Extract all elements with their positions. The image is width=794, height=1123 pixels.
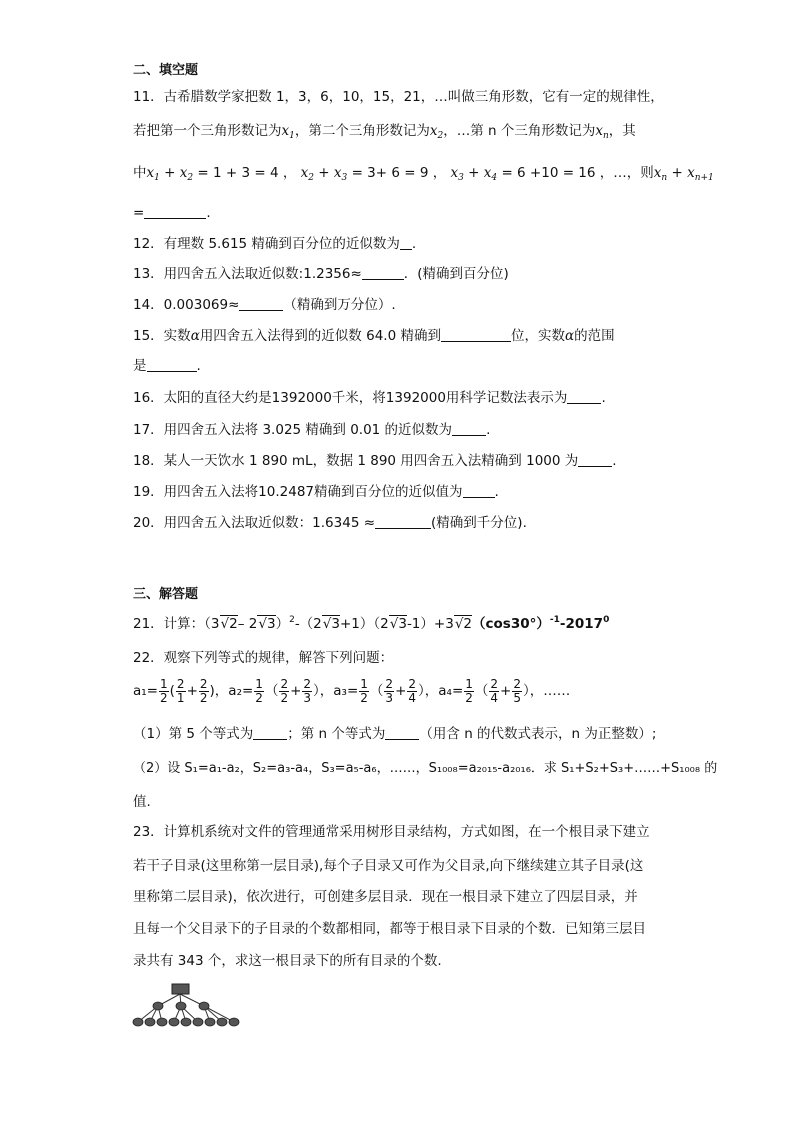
q21-text: -（2 (294, 616, 322, 632)
sqrt-3: √3 (258, 616, 276, 632)
q15-text: 位，实数 (510, 328, 565, 344)
q11-text: = 6 +10 = 16 ，…，则 (501, 165, 654, 181)
q23-line2: 若干子目录(这里称第一层目录),每个子目录又可作为父目录,向下继续建立其子目录(这 (133, 858, 644, 874)
q11-text: = 3+ 6 = 9 ， (351, 165, 447, 181)
q15-line1 (133, 328, 615, 344)
answer-blank[interactable] (253, 726, 287, 740)
expr-x2-x3: $x_2 + x_3$ (300, 165, 348, 183)
var-xn: $x_n$ (595, 123, 609, 141)
q12-text: 12．有理数 5.615 精确到百分位的近似数为 (133, 236, 400, 252)
q14-text: （精确到万分位）. (283, 297, 396, 313)
q18-line (133, 453, 617, 469)
q15-line2 (133, 358, 201, 374)
answer-blank[interactable] (239, 297, 283, 311)
q14-line (133, 297, 396, 313)
q21-line (133, 616, 609, 632)
q21-text: （cos30°） (472, 616, 550, 632)
q21-text: -2017 (559, 616, 604, 632)
answer-blank[interactable] (463, 484, 495, 498)
answer-blank[interactable] (147, 358, 197, 372)
fraction: $\frac{2}{4}$ (490, 677, 499, 705)
q20-line (133, 515, 527, 531)
directory-node (133, 1018, 143, 1026)
fraction: $\frac{2}{5}$ (513, 677, 521, 705)
q17-text: . (486, 422, 491, 438)
answer-blank[interactable] (385, 726, 419, 740)
sqrt-2: √2 (454, 616, 473, 632)
var-alpha: α (190, 328, 200, 344)
q23-line5: 录共有 343 个，求这一根目录下的所有目录的个数. (133, 953, 442, 969)
q21-text: ） (275, 616, 290, 632)
a3-label: ，a₃= (319, 683, 359, 700)
q19-text: 19．用四舍五入法将10.2487精确到百分位的近似值为 (133, 484, 463, 500)
directory-node (153, 1002, 163, 1010)
q21-text: – 2 (237, 616, 258, 632)
a4-label: ，a₄= (424, 683, 464, 700)
q12-text: . (411, 236, 417, 252)
q11-line3 (133, 167, 714, 183)
q17-line (133, 422, 490, 438)
directory-node (181, 1018, 191, 1026)
section-2-title: 二、填空题 (133, 63, 199, 78)
q22-text: （用含 n 的代数式表示，n 为正整数）; (419, 726, 657, 742)
fraction: $\frac{2}{2}$ (280, 677, 289, 705)
q22-part1 (133, 726, 656, 742)
q13-text: ．(精确到百分位) (403, 266, 509, 282)
directory-node (176, 1002, 186, 1010)
exponent: 2 (289, 615, 295, 625)
q22-line1: 22．观察下列等式的规律，解答下列问题： (133, 650, 394, 666)
q23-line3: 里称第二层目录)，依次进行，可创建多层目录．现在一根目录下建立了四层目录，并 (133, 889, 638, 905)
q11-text: = 1 + 3 = 4 ， (197, 165, 297, 181)
q11-text: ，…第 n 个三角形数记为 (443, 123, 596, 139)
directory-node (199, 1002, 209, 1010)
root-directory-node (172, 984, 189, 994)
directory-node (205, 1018, 215, 1026)
q15-text: 的范围 (574, 328, 615, 344)
q11-text: = (133, 205, 145, 221)
q16-line (133, 390, 606, 406)
q22-text: ；第 n 个等式为 (287, 726, 386, 742)
q23-line4: 且每一个父目录下的子目录的个数都相同，都等于根目录下目录的个数．已知第三层目 (133, 921, 646, 937)
exponent: 0 (603, 615, 610, 625)
q20-text: 20．用四舍五入法取近似数：1.6345 ≈ (133, 515, 376, 531)
fraction: $\frac{2}{3}$ (385, 677, 394, 705)
fraction: $\frac{2}{4}$ (408, 677, 417, 705)
q13-text: 13．用四舍五入法取近似数:1.2356≈ (133, 266, 362, 282)
q15-text: 是 (133, 358, 147, 374)
section-3-title: 三、解答题 (133, 587, 199, 602)
q19-line (133, 484, 499, 500)
answer-blank[interactable] (567, 390, 601, 404)
answer-blank[interactable] (452, 422, 486, 436)
expr-xn-xn1: $x_n + x_{n+1}$ (653, 165, 714, 183)
answer-blank[interactable] (144, 205, 206, 219)
q12-line (133, 236, 416, 252)
directory-node (193, 1018, 203, 1026)
q11-text: ，其 (608, 123, 636, 139)
var-alpha: α (564, 328, 575, 344)
answer-blank[interactable] (362, 266, 404, 280)
q18-text: 18．某人一天饮水 1 890 mL，数据 1 890 用四舍五入法精确到 1000 为 (133, 453, 579, 469)
q15-text: 用四舍五入法得到的近似数 64.0 精确到 (199, 328, 441, 344)
q23-line1: 23．计算机系统对文件的管理通常采用树形目录结构，方式如图，在一个根目录下建立 (133, 824, 650, 840)
directory-node (217, 1018, 227, 1026)
directory-tree-figure (128, 980, 244, 1032)
q17-text: 17．用四舍五入法将 3.025 精确到 0.01 的近似数为 (133, 422, 453, 438)
q11-line1: 11．古希腊数学家把数 1，3，6，10，15，21，…叫做三角形数，它有一定的规律性， (133, 89, 664, 105)
var-x1: $x_1$ (281, 123, 295, 141)
q22-text: （1）第 5 个等式为 (133, 726, 254, 742)
q19-text: . (494, 484, 499, 500)
q22-part2: （2）设 S₁=a₁-a₂，S₂=a₃-a₄，S₃=a₅-a₆，……，S₁₀₀₈=a₂₀₁₅-a₂₀₁₆．求 S₁+S₂+S₃+……+S₁₀₀₈ 的 (133, 761, 718, 776)
q11-text: ，第二个三角形数记为 (294, 123, 430, 139)
directory-node (169, 1018, 179, 1026)
fraction: $\frac{1}{2}$ (255, 677, 263, 705)
q21-text: 21．计算：（3 (133, 616, 220, 632)
expr-x1-x2: $x_1 + x_2$ (146, 165, 194, 183)
q15-text: . (196, 358, 201, 374)
q15-text: 15．实数 (133, 328, 191, 344)
a1-label: a₁= (133, 683, 158, 700)
q21-text: -1）+3 (406, 616, 454, 632)
fraction: $\frac{2}{1}$ (176, 677, 185, 705)
q16-text: . (601, 390, 606, 406)
q18-text: . (612, 453, 617, 469)
sqrt-3: √3 (322, 616, 340, 632)
ellipsis: ，…… (529, 683, 571, 700)
q11-text: 若把第一个三角形数记为 (133, 123, 282, 139)
q13-line (133, 266, 509, 282)
sqrt-3: √3 (389, 616, 407, 632)
q11-line4 (133, 205, 211, 221)
directory-node (229, 1018, 239, 1026)
q11-text: 中 (133, 165, 147, 181)
q14-text: 14．0.003069≈ (133, 297, 240, 313)
sqrt-2: √2 (220, 616, 238, 632)
fraction: $\frac{1}{2}$ (360, 677, 368, 705)
fraction: $\frac{1}{2}$ (160, 677, 168, 705)
fraction: $\frac{2}{2}$ (199, 677, 208, 705)
answer-blank[interactable] (441, 328, 511, 342)
expr-x3-x4: $x_3 + x_4$ (450, 165, 498, 183)
directory-node (145, 1018, 155, 1026)
q20-text: (精确到千分位). (431, 515, 527, 531)
q16-text: 16．太阳的直径大约是1392000千米，将1392000用科学记数法表示为 (133, 390, 568, 406)
q22-part2-end: 值. (133, 794, 151, 810)
fraction: $\frac{1}{2}$ (465, 677, 473, 705)
exponent: -1 (549, 615, 560, 625)
fraction: $\frac{2}{3}$ (303, 677, 312, 705)
q11-text: . (206, 205, 211, 221)
answer-blank[interactable] (578, 453, 612, 467)
a2-label: ，a₂= (214, 683, 254, 700)
q22-formulas: a₁= $\frac{1}{2}$ ( $\frac{2}{1}$ + $\frac{2}{2}$ )，a₂= $\frac{1}{2}$ （ $\frac{2}{2}$ + $\frac{2}{3}$ ），a₃= $\frac{1}{2}$ （ $\frac{2}{3}$ + $\frac{2}{4}$ ），a₄= $\frac{1}{2}$ （ $\frac{2}{4}$ + $\frac{2}{5}$ ），…… (133, 677, 571, 705)
q11-line2 (133, 125, 636, 141)
directory-node (157, 1018, 167, 1026)
answer-blank[interactable] (400, 236, 412, 250)
var-x2: $x_2$ (429, 123, 444, 141)
answer-blank[interactable] (375, 515, 431, 529)
q21-text: +1）（2 (339, 616, 389, 632)
